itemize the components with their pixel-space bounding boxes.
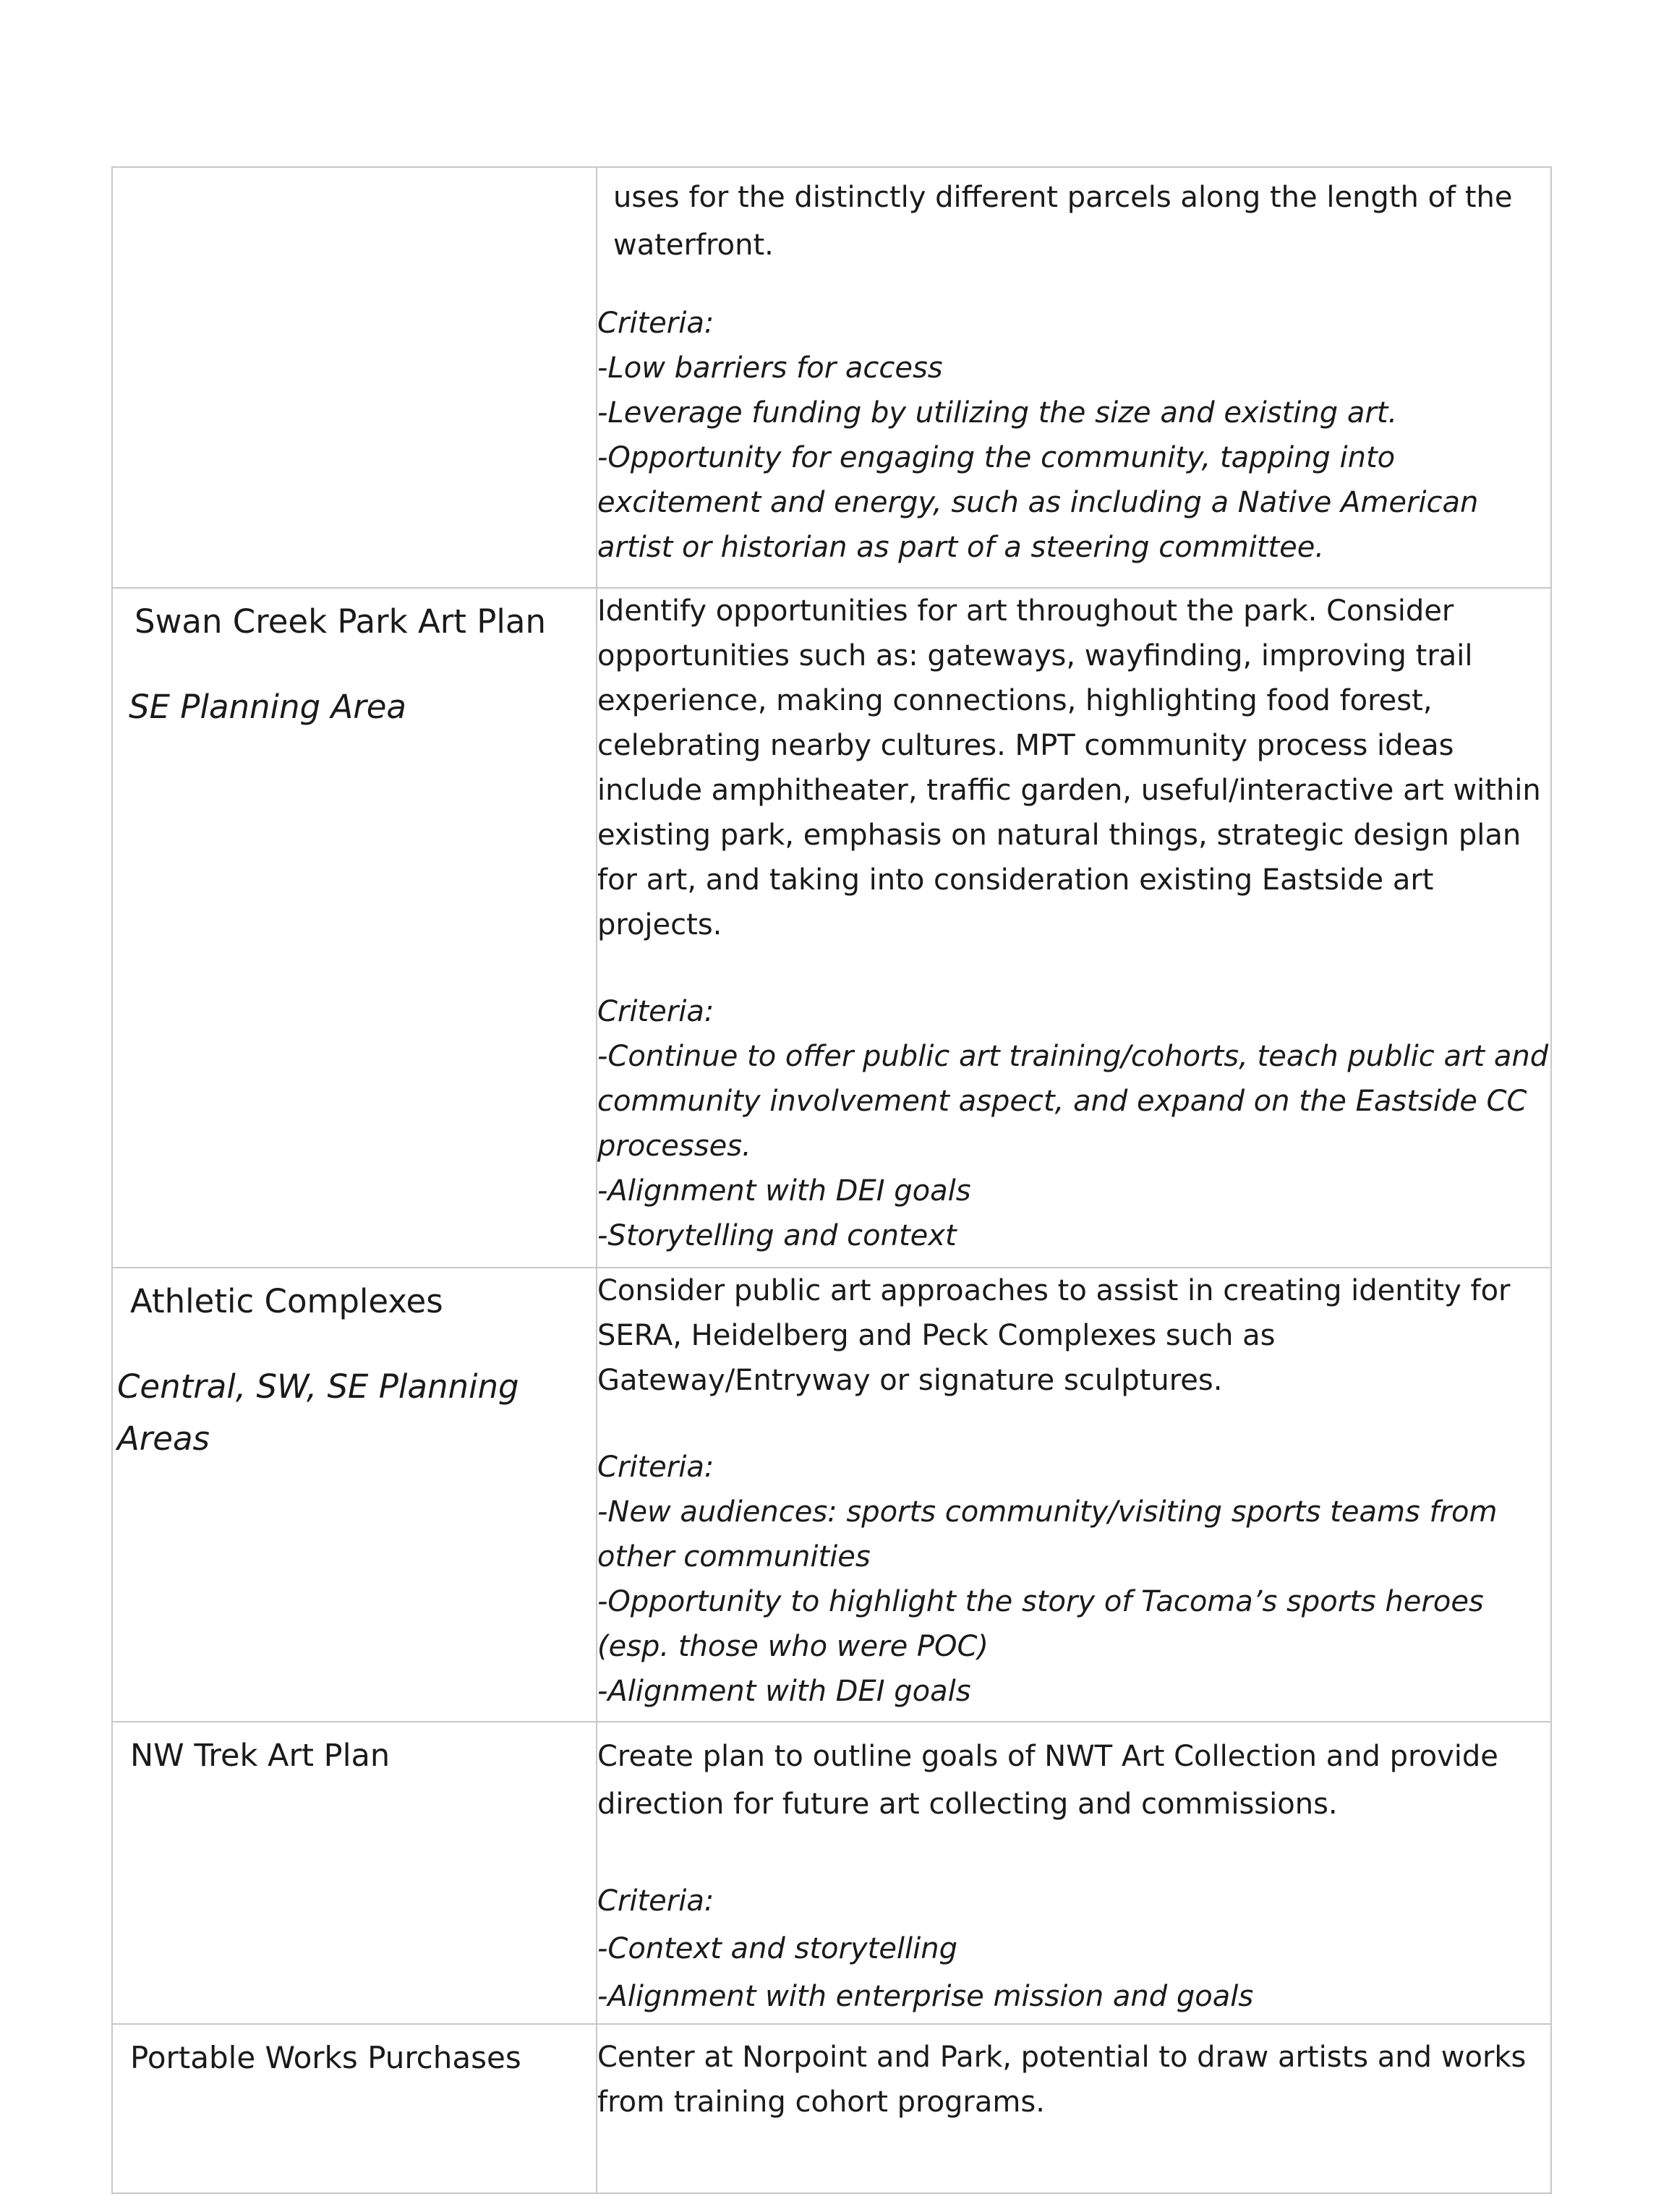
project-name-cell (112, 167, 597, 588)
project-name: Swan Creek Park Art Plan (135, 602, 546, 641)
criteria-item: -Context and storytelling (597, 1932, 958, 1965)
criteria-heading: Criteria: (597, 307, 714, 340)
criteria-item: -Leverage funding by utilizing the size and existing art. (597, 396, 1398, 430)
project-details-cell (597, 1722, 1551, 2024)
projects-table (111, 166, 1552, 2194)
project-name: Portable Works Purchases (130, 2040, 521, 2075)
project-details-cell (597, 167, 1551, 588)
project-description: uses for the distinctly different parcels along the length of the waterfront. (613, 181, 1513, 262)
table-row (112, 1722, 1551, 2024)
criteria-item: -Opportunity to highlight the story of Tacoma’s sports heroes (esp. those who were POC) (597, 1585, 1484, 1663)
project-name-cell (112, 588, 597, 1268)
criteria-heading: Criteria: (597, 995, 714, 1028)
planning-area: Central, SW, SE Planning Areas (117, 1367, 519, 1458)
criteria-item: -Low barriers for access (597, 351, 943, 385)
criteria-item: -New audiences: sports community/visiting sports teams from other communities (597, 1495, 1498, 1573)
project-description: Consider public art approaches to assist in creating identity for SERA, Heidelberg and Peck Complexes such as Gateway/Entryway or signature sculptures. (597, 1274, 1511, 1397)
project-description: Identify opportunities for art throughout the park. Consider opportunities such as: gateways, wayfinding, improving trail experience, making connections, highlighting food forest, celebrating nearby cultures. MPT community process ideas include amphitheater, traffic garden, useful/interactive art within existing park, emphasis on natural things, strategic design plan for art, and taking into consideration existing Eastside art projects. (597, 594, 1541, 941)
criteria-heading: Criteria: (597, 1451, 714, 1484)
table-row (112, 167, 1551, 588)
table-row (112, 2024, 1551, 2193)
project-description: Create plan to outline goals of NWT Art Collection and provide direction for future art collecting and commissions. (597, 1740, 1498, 1821)
criteria-item: -Alignment with DEI goals (597, 1174, 971, 1208)
criteria-item: -Alignment with DEI goals (597, 1675, 971, 1708)
table-row (112, 588, 1551, 1268)
project-name-cell (112, 1722, 597, 2024)
project-name: NW Trek Art Plan (130, 1738, 390, 1774)
table-row (112, 1268, 1551, 1722)
project-description: Center at Norpoint and Park, potential to draw artists and works from training cohort programs. (597, 2041, 1527, 2119)
project-details-cell (597, 2024, 1551, 2193)
project-details-cell (597, 1268, 1551, 1722)
criteria-item: -Continue to offer public art training/cohorts, teach public art and community involvement aspect, and expand on the Eastside CC processes. (597, 1040, 1549, 1163)
planning-area: SE Planning Area (129, 688, 406, 726)
criteria-item: -Storytelling and context (597, 1219, 957, 1252)
project-name-cell (112, 2024, 597, 2193)
project-name-cell (112, 1268, 597, 1722)
criteria-heading: Criteria: (597, 1884, 714, 1918)
project-details-cell (597, 588, 1551, 1268)
criteria-item: -Alignment with enterprise mission and goals (597, 1980, 1254, 2013)
project-name: Athletic Complexes (130, 1282, 443, 1320)
criteria-item: -Opportunity for engaging the community, tapping into excitement and energy, such as including a Native American artist or historian as part of a steering committee. (597, 441, 1479, 564)
